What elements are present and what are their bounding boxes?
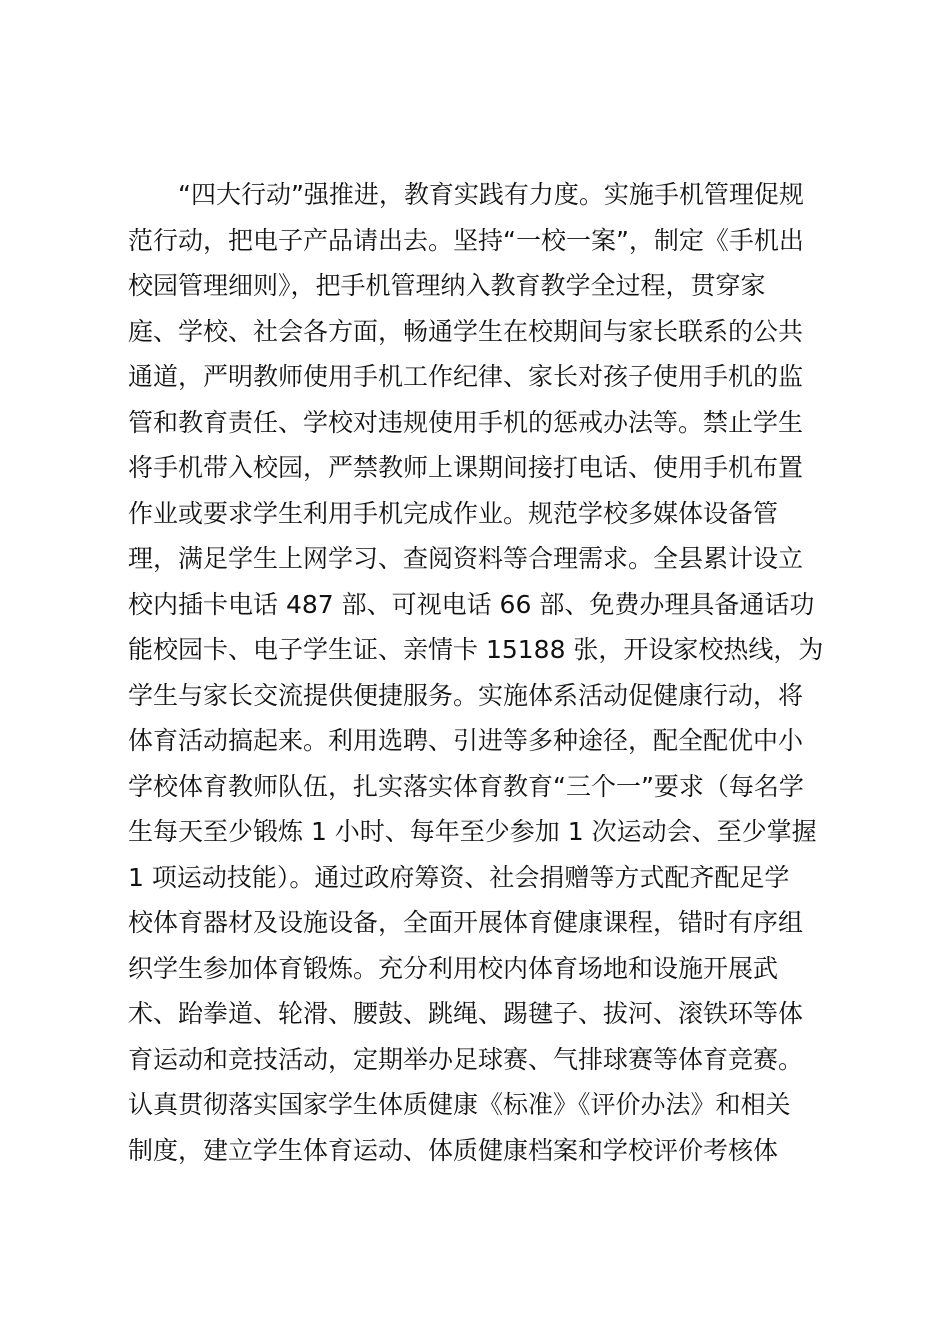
text-line: 学生与家长交流提供便捷服务。实施体系活动促健康行动，将: [128, 680, 804, 710]
text-line: 认真贯彻落实国家学生体质健康《标准》《评价办法》和相关: [128, 1090, 791, 1119]
text-line: 理，满足学生上网学习、查阅资料等合理需求。全县累计设立: [128, 544, 804, 573]
text-line: 校园管理细则》，把手机管理纳入教育教学全过程，贯穿家: [128, 271, 766, 300]
text-line: “四大行动”强推进，教育实践有力度。实施手机管理促规: [178, 180, 804, 209]
text-line: 学校体育教师队伍，扎实落实体育教育“三个一”要求（每名学: [128, 771, 804, 801]
text-line: 范行动，把电子产品请出去。坚持“一校一案”，制定《手机出: [128, 225, 804, 255]
text-line: 将手机带入校园，严禁教师上课期间接打电话、使用手机布置: [128, 453, 804, 482]
text-line: 体育活动搞起来。利用选聘、引进等多种途径，配全配优中小: [128, 726, 804, 755]
text-line: 育运动和竞技活动，定期举办足球赛、气排球赛等体育竞赛。: [128, 1044, 804, 1074]
text-line: 校内插卡电话 487 部、可视电话 66 部、免费办理具备通话功: [128, 589, 815, 619]
text-line: 织学生参加体育锻炼。充分利用校内体育场地和设施开展武: [128, 953, 779, 983]
body-paragraph: [128, 172, 848, 1173]
text-line: 能校园卡、电子学生证、亲情卡 15188 张，开设家校热线，为: [128, 635, 824, 664]
text-line: 通道，严明教师使用手机工作纪律、家长对孩子使用手机的监: [128, 362, 804, 391]
text-line: 制度，建立学生体育运动、体质健康档案和学校评价考核体: [128, 1135, 779, 1165]
text-line: 1 项运动技能）。通过政府筹资、社会捐赠等方式配齐配足学: [128, 862, 790, 892]
text-line: 校体育器材及设施设备，全面开展体育健康课程，错时有序组: [128, 908, 804, 937]
text-line: 生每天至少锻炼 1 小时、每年至少参加 1 次运动会、至少掌握: [128, 817, 817, 846]
text-line: 作业或要求学生利用手机完成作业。规范学校多媒体设备管: [128, 498, 779, 528]
text-line: 术、跆拳道、轮滑、腰鼓、跳绳、踢毽子、拔河、滚铁环等体: [128, 999, 804, 1028]
text-line: 管和教育责任、学校对违规使用手机的惩戒办法等。禁止学生: [128, 407, 804, 437]
text-line: 庭、学校、社会各方面，畅通学生在校期间与家长联系的公共: [128, 316, 804, 346]
